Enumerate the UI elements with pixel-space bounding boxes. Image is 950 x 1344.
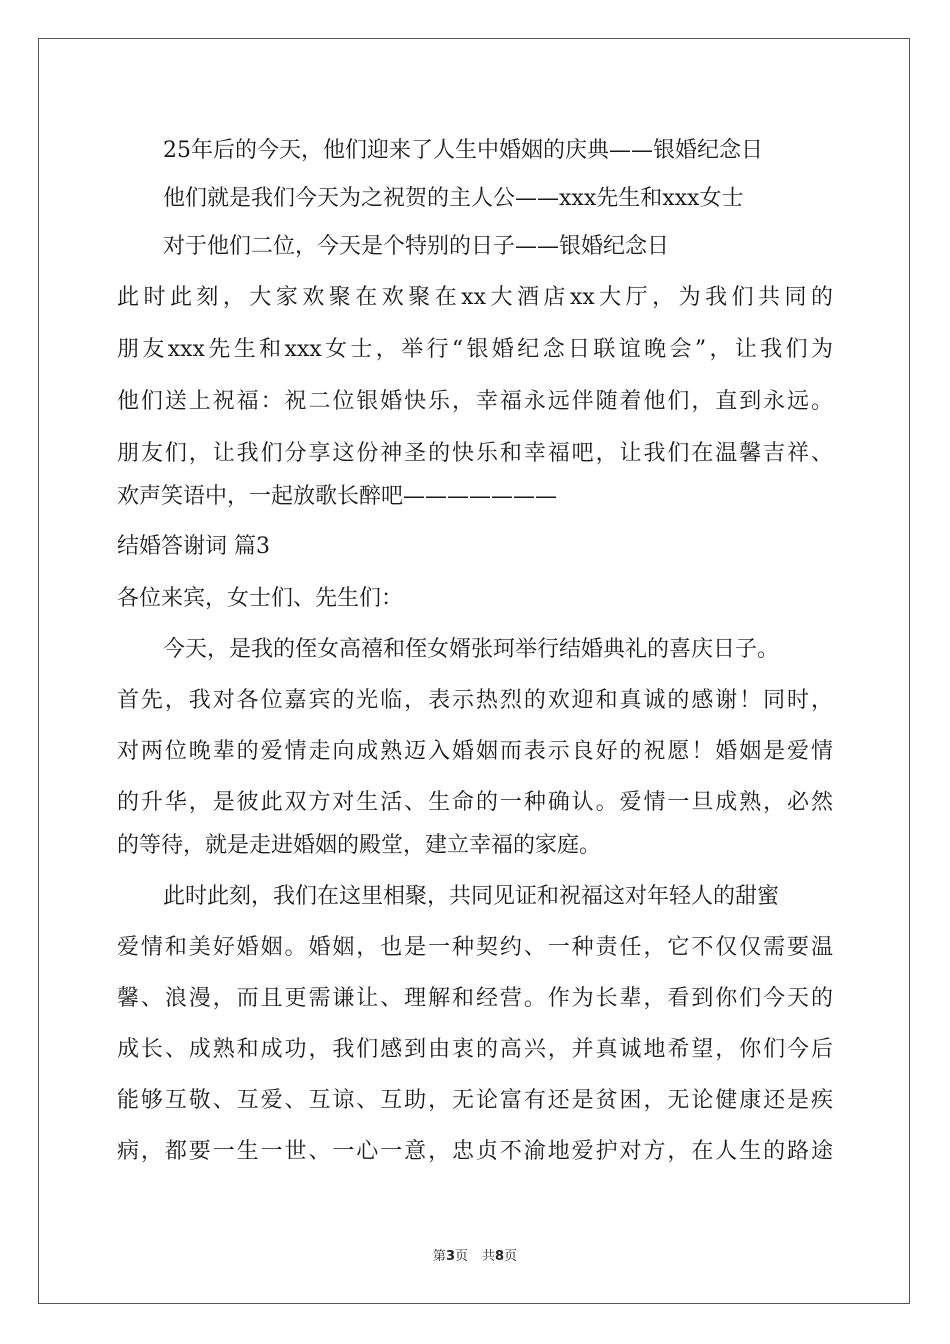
section-heading: 结婚答谢词 篇3 <box>117 534 270 559</box>
text-line-19: 成长、成熟和成功，我们感到由衷的高兴，并真诚地希望，你们今后 <box>117 1037 833 1062</box>
total-pages-indicator: 共8页 <box>482 1249 518 1264</box>
text-line-16: 此时此刻，我们在这里相聚，共同见证和祝福这对年轻人的甜蜜 <box>163 884 780 909</box>
text-line-21: 病，都要一生一世、一心一意，忠贞不渝地爱护对方，在人生的路途 <box>117 1139 833 1164</box>
text-line-14: 的升华，是彼此双方对生活、生命的一种确认。爱情一旦成熟，必然 <box>117 790 833 815</box>
text-line-17: 爱情和美好婚姻。婚姻，也是一种契约、一种责任，它不仅仅需要温 <box>117 935 833 960</box>
text-line-1: 25年后的今天，他们迎来了人生中婚姻的庆典——银婚纪念日 <box>163 138 763 163</box>
text-line-15: 的等待，就是走进婚姻的殿堂，建立幸福的家庭。 <box>117 833 602 858</box>
text-line-20: 能够互敬、互爱、互谅、互助，无论富有还是贫困，无论健康还是疾 <box>117 1088 833 1113</box>
text-line-18: 馨、浪漫，而且更需谦让、理解和经营。作为长辈，看到你们今天的 <box>117 986 833 1011</box>
text-line-5: 朋友xxx先生和xxx女士，举行“银婚纪念日联谊晚会”，让我们为 <box>117 337 833 362</box>
text-line-11: 今天，是我的侄女高禧和侄女婿张珂举行结婚典礼的喜庆日子。 <box>163 637 780 662</box>
text-line-4: 此时此刻，大家欢聚在欢聚在xx大酒店xx大厅，为我们共同的 <box>117 285 833 310</box>
page-indicator: 第3页 <box>432 1249 468 1264</box>
current-page-number: 3 <box>445 1249 455 1264</box>
text-line-8: 欢声笑语中，一起放歌长醉吧——————— <box>117 484 558 509</box>
text-line-3: 对于他们二位，今天是个特别的日子——银婚纪念日 <box>163 234 670 259</box>
text-line-7: 朋友们，让我们分享这份神圣的快乐和幸福吧，让我们在温馨吉祥、 <box>117 441 833 466</box>
total-page-number: 8 <box>495 1249 505 1264</box>
text-line-2: 他们就是我们今天为之祝贺的主人公——xxx先生和xxx女士 <box>163 186 744 211</box>
salutation: 各位来宾，女士们、先生们： <box>117 586 404 611</box>
text-line-6: 他们送上祝福：祝二位银婚快乐，幸福永远伴随着他们，直到永远。 <box>117 389 833 414</box>
text-line-13: 对两位晚辈的爱情走向成熟迈入婚姻而表示良好的祝愿！婚姻是爱情 <box>117 739 833 764</box>
page-border <box>38 38 910 1304</box>
text-line-12: 首先，我对各位嘉宾的光临，表示热烈的欢迎和真诚的感谢！同时， <box>117 688 833 713</box>
page-footer <box>0 1250 950 1263</box>
